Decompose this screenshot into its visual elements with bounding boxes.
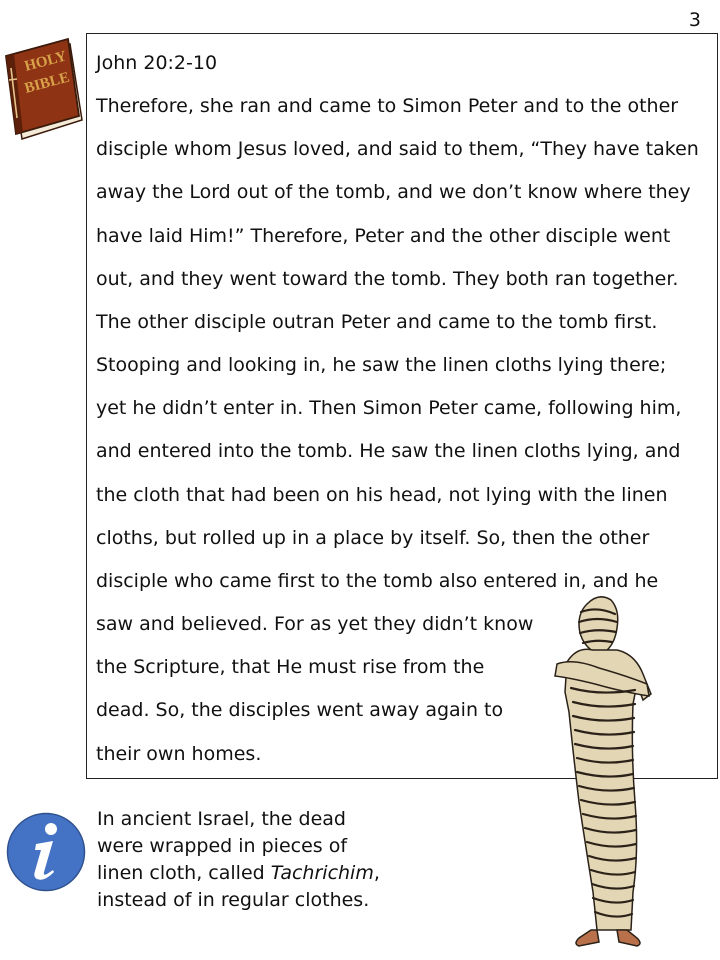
info-line	[97, 860, 397, 887]
scripture-line: have laid Him!” Therefore, Peter and the other disciple went	[96, 225, 671, 247]
info-line: instead of in regular clothes.	[97, 889, 370, 911]
scripture-line: Therefore, she ran and came to Simon Peter and to the other	[96, 95, 679, 117]
info-line: In ancient Israel, the dead	[97, 808, 346, 830]
scripture-line: yet he didn’t enter in. Then Simon Peter came, following him,	[96, 397, 682, 419]
info-line: were wrapped in pieces of	[97, 835, 348, 857]
info-note	[97, 806, 397, 914]
scripture-line: the Scripture, that He must rise from the	[96, 656, 485, 678]
scripture-line: and entered into the tomb. He saw the linen cloths lying, and	[96, 440, 681, 462]
info-text-segment: ,	[373, 862, 380, 884]
info-icon	[6, 812, 86, 892]
bible-label-bible: BIBLE	[22, 69, 72, 97]
page-number: 3	[688, 9, 701, 31]
scripture-line: disciple whom Jesus loved, and said to them, “They have taken	[96, 138, 699, 160]
scripture-line: dead. So, the disciples went away again to	[96, 699, 504, 721]
info-text-segment: linen cloth, called	[97, 862, 271, 884]
scripture-line: cloths, but rolled up in a place by itself. So, then the other	[96, 527, 650, 549]
scripture-line: away the Lord out of the tomb, and we don’t know where they	[96, 181, 691, 203]
wrapped-body-illustration	[535, 592, 660, 950]
scripture-line: out, and they went toward the tomb. They both ran together.	[96, 268, 679, 290]
scripture-line: disciple who came first to the tomb also entered in, and he	[96, 570, 659, 592]
holy-bible-icon	[2, 36, 86, 140]
bible-label-holy: HOLY	[22, 48, 69, 75]
scripture-line: saw and believed. For as yet they didn’t know	[96, 613, 534, 635]
tachrichim-term: Tachrichim	[270, 862, 374, 884]
scripture-line: The other disciple outran Peter and came to the tomb first.	[96, 311, 658, 333]
scripture-reference: John 20:2-10	[96, 52, 218, 74]
scripture-line: Stooping and looking in, he saw the linen cloths lying there;	[96, 354, 667, 376]
scripture-line: the cloth that had been on his head, not lying with the linen	[96, 484, 668, 506]
scripture-line: their own homes.	[96, 743, 262, 765]
